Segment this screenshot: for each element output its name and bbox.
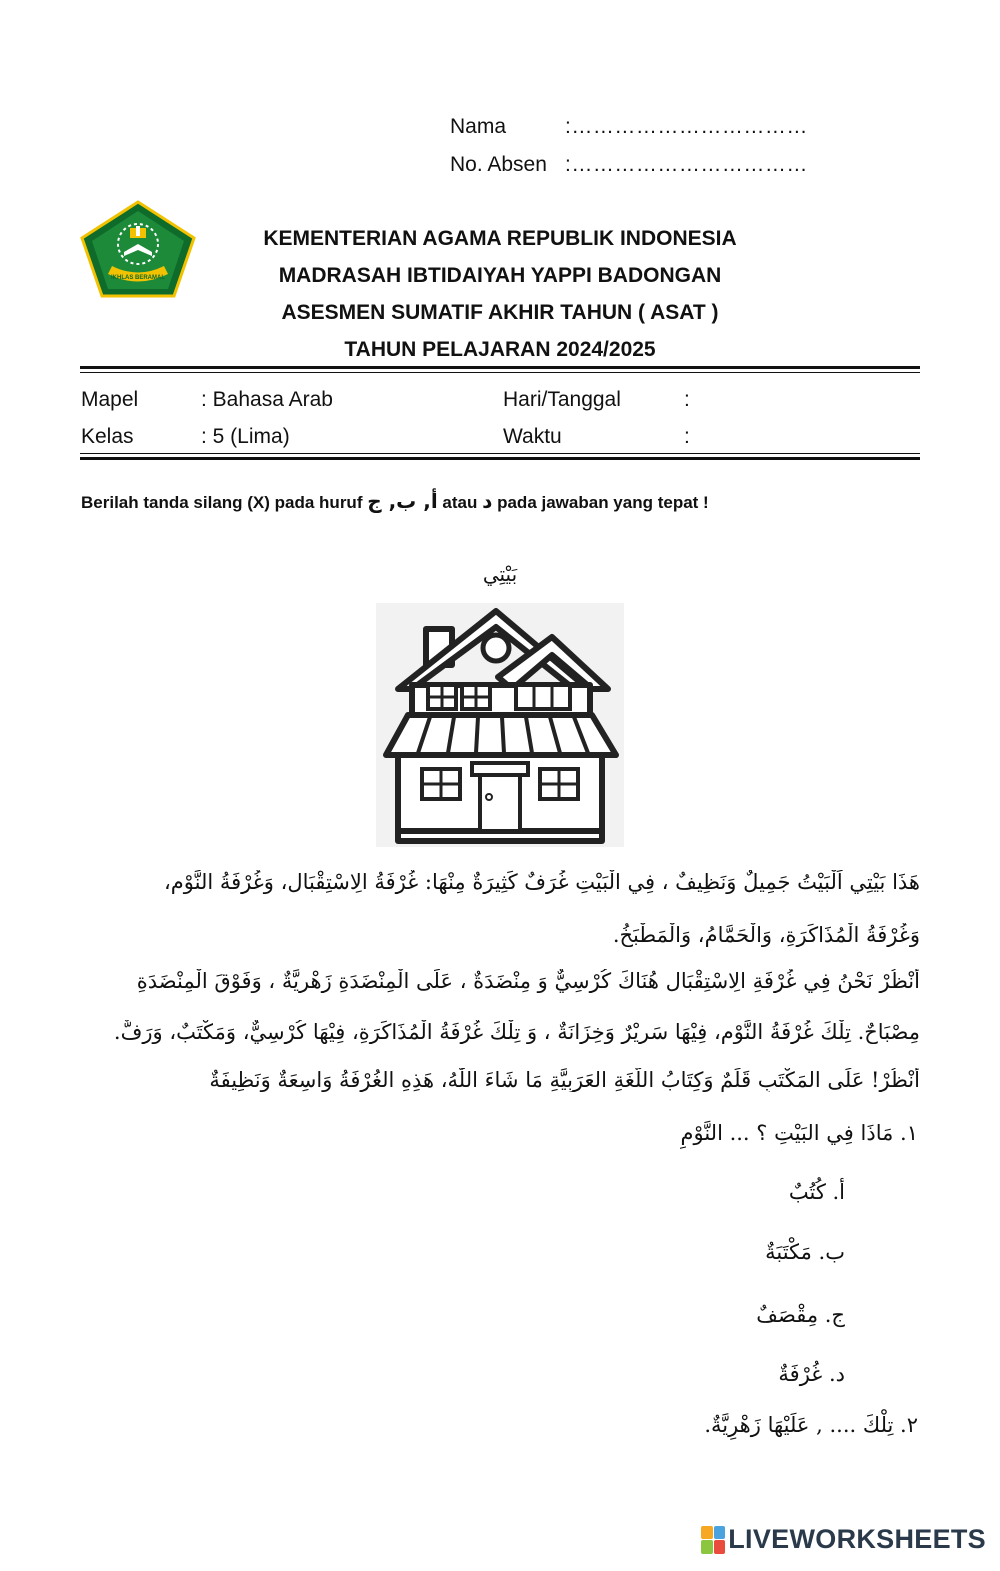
kemenag-logo [80, 200, 196, 298]
divider-top-thin [80, 372, 920, 373]
reading-line-1: هَذَا بَيْتِي اَلْبَيْتُ جَمِيلٌ وَنَظِيفٌ ، فِي الْبَيْتِ غُرَفٌ كَثِيرَةٌ مِنْهَا: غُرْفَةُ الِاسْتِقْبَالِ، وَغُرْفَةُ النَّوْمِ، [164, 870, 920, 894]
reading-line-5: أَنْظُرْ! عَلَى المَكْتَبِ قَلَمٌ وَكِتَابُ اللُّغَةِ العَرَبِيَّةِ مَا شَاءَ اللّٰهُ، هَذِهِ الغُرْفَةُ وَاسِعَةٌ وَنَظِيفَةٌ [209, 1068, 920, 1092]
instruction-letters: أ, ب, ج [367, 489, 438, 513]
student-absen-row [450, 153, 808, 177]
absen-field[interactable]: :…………………………… [565, 153, 808, 176]
q1-option-c[interactable]: ج. مِقْصَفٌ [756, 1303, 845, 1327]
q1-option-a[interactable]: أ. كُتُبٌ [788, 1180, 845, 1204]
absen-label: No. Absen [450, 153, 547, 176]
name-label: Nama [450, 115, 507, 138]
header-school: MADRASAH IBTIDAIYAH YAPPI BADONGAN [278, 264, 722, 287]
question-1: ١. مَاذَا فِي البَيْتِ ؟ ... النَّوْمِ [680, 1121, 918, 1145]
hari-label: Hari/Tanggal [503, 388, 621, 411]
mapel-value: : Bahasa Arab [201, 388, 333, 411]
svg-text:IKHLAS BERAMAL: IKHLAS BERAMAL [111, 275, 165, 281]
instruction [81, 489, 709, 513]
waktu-value: : [684, 425, 690, 448]
instruction-part1: Berilah tanda silang (X) pada huruf [81, 493, 368, 512]
reading-title: بَيْتِي [482, 562, 518, 586]
liveworksheets-wordmark: LIVEWORKSHEETS [728, 1524, 986, 1554]
divider-top [80, 366, 920, 369]
reading-line-4: مِصْبَاحٌ. تِلْكَ غُرْفَةُ النَّوْمِ، فِيْهَا سَرِيْرٌ وَخِزَانَةٌ ، وَ تِلْكَ غُرْفَةُ الْمُذَاكَرَةِ، فِيْهَا كُرْسِيٌّ، وَمَكْتَبٌ، وَرَفٌّ. [113, 1020, 920, 1044]
instruction-part2: pada jawaban yang tepat ! [492, 493, 709, 512]
q1-option-d[interactable]: د. غُرْفَةٌ [778, 1362, 845, 1386]
student-name-row [450, 115, 808, 139]
reading-line-2: وَغُرْفَةُ الْمُذَاكَرَةِ، وَالْحَمَّامُ، وَالْمَطْبَخُ. [612, 923, 920, 947]
header-assessment: ASESMEN SUMATIF AKHIR TAHUN ( ASAT ) [281, 301, 719, 324]
kelas-label: Kelas [81, 425, 134, 448]
mapel-label: Mapel [81, 388, 139, 411]
instruction-letter-dal: د [482, 489, 493, 513]
liveworksheets-logo [701, 1524, 986, 1555]
house-illustration [376, 603, 624, 847]
hari-value: : [684, 388, 690, 411]
q1-option-b[interactable]: ب. مَكْتَبَةٌ [765, 1240, 845, 1264]
divider-bottom [80, 457, 920, 460]
waktu-label: Waktu [503, 425, 562, 448]
kelas-value: : 5 (Lima) [201, 425, 290, 448]
instruction-atau: atau [437, 493, 483, 512]
liveworksheets-icon [701, 1526, 725, 1554]
header-ministry: KEMENTERIAN AGAMA REPUBLIK INDONESIA [263, 227, 737, 250]
header-year: TAHUN PELAJARAN 2024/2025 [344, 338, 656, 361]
name-field[interactable]: :…………………………… [565, 115, 808, 138]
question-2: ٢. تِلْكَ .... , عَلَيْهَا زَهْرِيَّةٌ. [704, 1413, 918, 1437]
reading-line-3: أَنْظُرْ نَحْنُ فِي غُرْفَةِ الِاسْتِقْبَالِ هُنَاكَ كُرْسِيٌّ وَ مِنْضَدَةٌ ، عَلَى الْمِنْضَدَةِ زَهْرِيَّةٌ ، وَفَوْقَ الْمِنْضَدَةِ [136, 969, 920, 993]
divider-bottom-thin [80, 453, 920, 454]
